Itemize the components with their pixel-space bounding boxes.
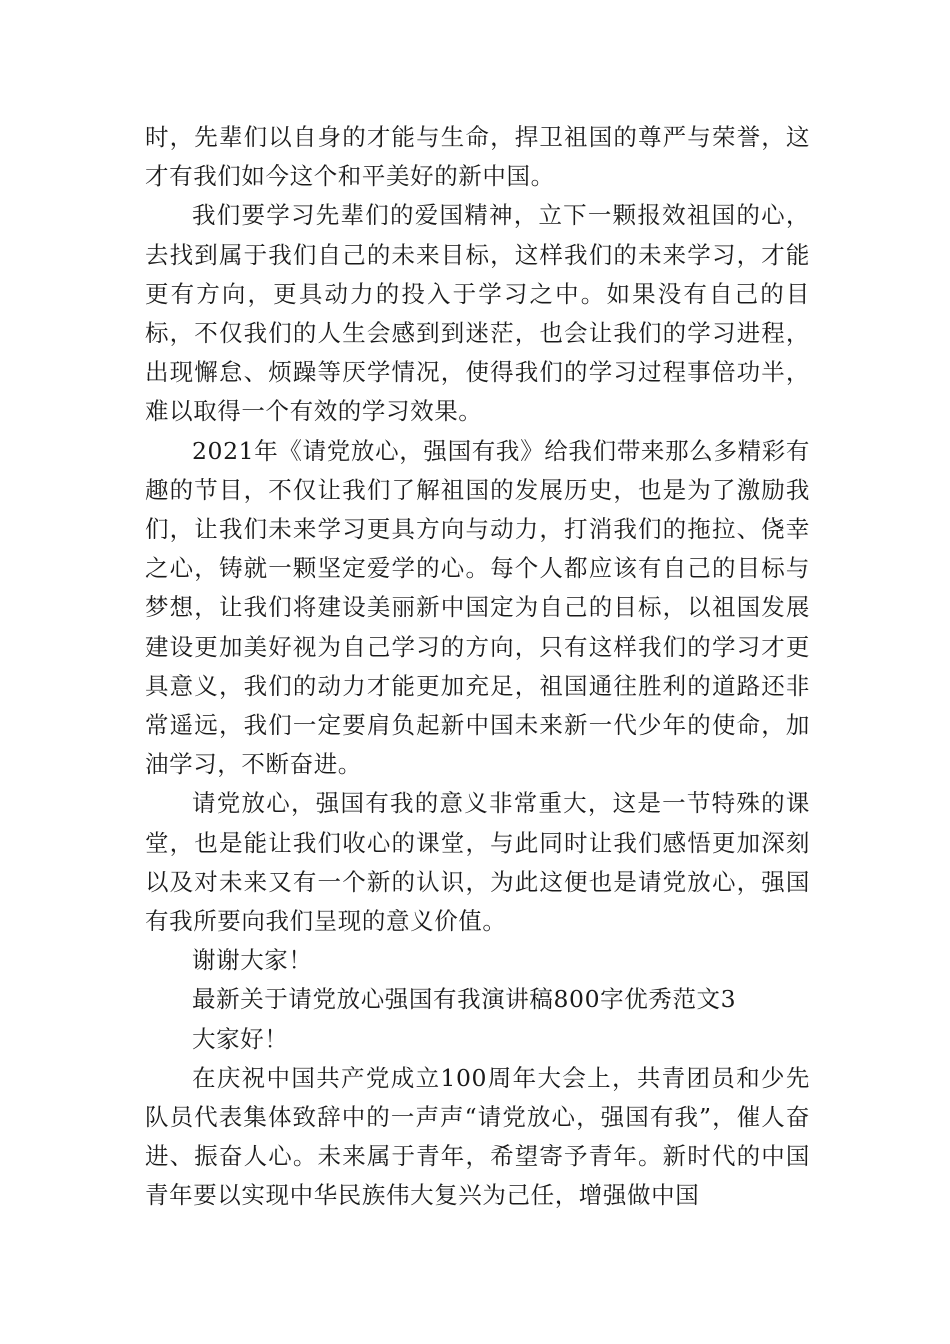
paragraph-continued: 时，先辈们以自身的才能与生命，捍卫祖国的尊严与荣誉，这才有我们如今这个和平美好的新中国。 — [145, 123, 810, 191]
paragraph-2021-program: 2021年《请党放心，强国有我》给我们带来那么多精彩有趣的节目，不仅让我们了解祖国的发展历史，也是为了激励我们，让我们未来学习更具方向与动力，打消我们的拖拉、侥幸之心，铸就一颗坚定爱学的心。每个人都应该有自己的目标与梦想，让我们将建设美丽新中国定为自己的目标，以祖国发展建设更加美好视为自己学习的方向，只有这样我们的学习才更具意义，我们的动力才能更加充足，祖国通往胜利的道路还非常遥远，我们一定要肩负起新中国未来新一代少年的使命，加油学习，不断奋进。 — [145, 436, 810, 779]
paragraph-patriotic-spirit: 我们要学习先辈们的爱国精神，立下一颗报效祖国的心，去找到属于我们自己的未来目标，这样我们的未来学习，才能更有方向，更具动力的投入于学习之中。如果没有自己的目标，不仅我们的人生会感到到迷茫，也会让我们的学习进程，出现懈怠、烦躁等厌学情况，使得我们的学习过程事倍功半，难以取得一个有效的学习效果。 — [145, 201, 810, 426]
essay-heading: 最新关于请党放心强国有我演讲稿800字优秀范文3 — [192, 985, 737, 1014]
paragraph-centenary: 在庆祝中国共产党成立100周年大会上，共青团员和少先队员代表集体致辞中的一声声“请党放心，强国有我”，催人奋进、振奋人心。未来属于青年，希望寄予青年。新时代的中国青年要以实现中华民族伟大复兴为己任，增强做中国 — [145, 1063, 810, 1210]
greeting: 大家好！ — [192, 1024, 289, 1053]
paragraph-significance: 请党放心，强国有我的意义非常重大，这是一节特殊的课堂，也是能让我们收心的课堂，与此同时让我们感悟更加深刻以及对未来又有一个新的认识，为此这便也是请党放心，强国有我所要向我们呈现的意义价值。 — [145, 789, 810, 936]
closing-thanks: 谢谢大家！ — [192, 946, 313, 975]
document-body — [145, 118, 810, 1216]
